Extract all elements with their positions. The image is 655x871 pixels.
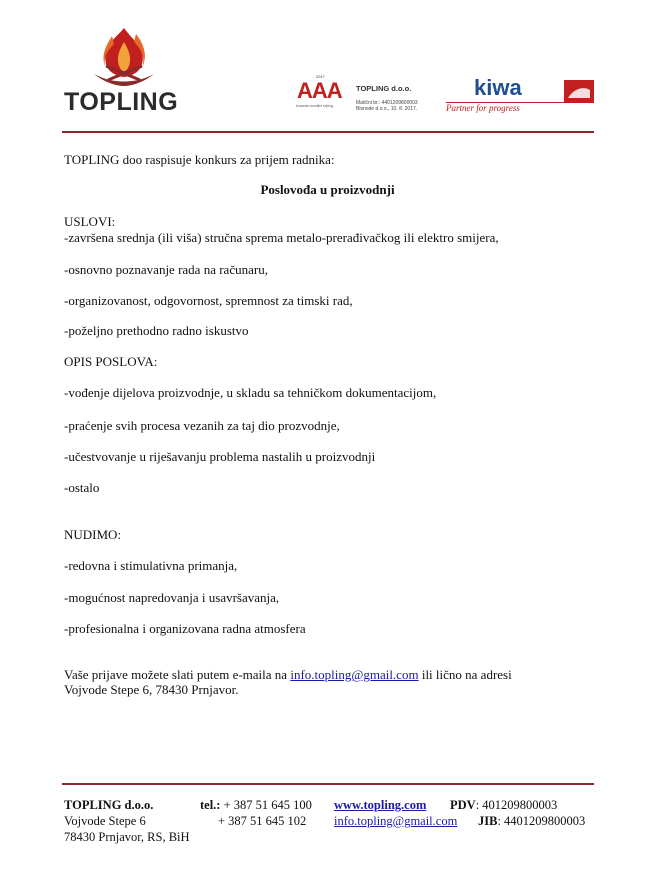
opis-item: -vođenje dijelova proizvodnje, u skladu sa tehničkom dokumentacijom,: [64, 385, 437, 400]
uslovi-heading: USLOVI:: [64, 214, 116, 229]
opis-item: -praćenje svih procesa vezanih za taj dio prozvodnje,: [64, 418, 340, 433]
company-box-maticni: Matični br.: 4401209800003: [356, 100, 418, 106]
flame-icon: [62, 22, 186, 90]
footer-tel-1: + 387 51 645 100: [223, 798, 312, 812]
footer-company: TOPLING d.o.o.: [64, 798, 154, 812]
header-divider: [62, 131, 594, 133]
footer-website-link[interactable]: www.topling.com: [334, 798, 427, 812]
footer-jib: [478, 814, 585, 829]
footer-address-1: Vojvode Stepe 6: [64, 814, 146, 828]
apply-address: Vojvode Stepe 6, 78430 Prnjavor.: [64, 682, 239, 697]
footer-jib-label: JIB: [478, 814, 498, 828]
opis-item: -ostalo: [64, 480, 100, 495]
apply-paragraph: [64, 667, 512, 682]
apply-email-link[interactable]: info.topling@gmail.com: [290, 667, 419, 682]
kiwa-logo: [446, 75, 594, 115]
position-title: Poslovođa u proizvodnji: [260, 182, 395, 197]
nudimo-item: -mogućnost napredovanja i usavršavanja,: [64, 590, 280, 605]
footer-pdv-value: : 401209800003: [475, 798, 558, 812]
footer-pdv: [450, 798, 557, 813]
nudimo-item: -redovna i stimulativna primanja,: [64, 558, 238, 573]
company-box-name: TOPLING d.o.o.: [356, 84, 412, 93]
aaa-caption: Izuzetan kreditni rejting: [296, 104, 333, 108]
nudimo-heading: NUDIMO:: [64, 527, 122, 542]
footer-jib-value: : 4401209800003: [497, 814, 586, 828]
company-info-box: [356, 84, 436, 116]
logo-wordmark: TOPLING: [64, 88, 179, 116]
aaa-text: AAA: [297, 78, 342, 103]
uslovi-item: -osnovno poznavanje rada na računaru,: [64, 262, 268, 277]
aaa-rating-badge: [296, 74, 356, 114]
uslovi-item: -poželjno prethodno radno iskustvo: [64, 323, 249, 338]
kiwa-mark-icon: [564, 80, 594, 103]
footer-tel-2: + 387 51 645 102: [218, 814, 307, 828]
footer-divider: [62, 783, 594, 785]
kiwa-tagline: Partner for progress: [446, 103, 520, 113]
footer-phone-1: [200, 798, 312, 813]
footer-pdv-label: PDV: [450, 798, 476, 812]
apply-text-after: ili lično na adresi: [418, 667, 512, 682]
footer-tel-label: tel.:: [200, 798, 221, 812]
uslovi-item: -organizovanost, odgovornost, spremnost za timski rad,: [64, 293, 353, 308]
uslovi-item: -završena srednja (ili viša) stručna sprema metalo-prerađivačkog ili elektro smijera,: [64, 230, 499, 245]
aaa-year: 2017: [316, 74, 325, 79]
nudimo-item: -profesionalna i organizovana radna atmosfera: [64, 621, 306, 636]
opis-heading: OPIS POSLOVA:: [64, 354, 158, 369]
footer-email-link[interactable]: info.topling@gmail.com: [334, 814, 458, 828]
company-box-bisnode: Bisnode d.o.o., 10. 8. 2017.: [356, 106, 418, 112]
topling-logo: [62, 22, 186, 117]
opis-item: -učestvovanje u riješavanju problema nastalih u proizvodnji: [64, 449, 376, 464]
footer-address-2: 78430 Prnjavor, RS, BiH: [64, 830, 190, 844]
apply-text: Vaše prijave možete slati putem e-maila na: [64, 667, 291, 682]
intro-text: TOPLING doo raspisuje konkurs za prijem radnika:: [64, 152, 335, 167]
kiwa-brand: kiwa: [474, 75, 522, 100]
